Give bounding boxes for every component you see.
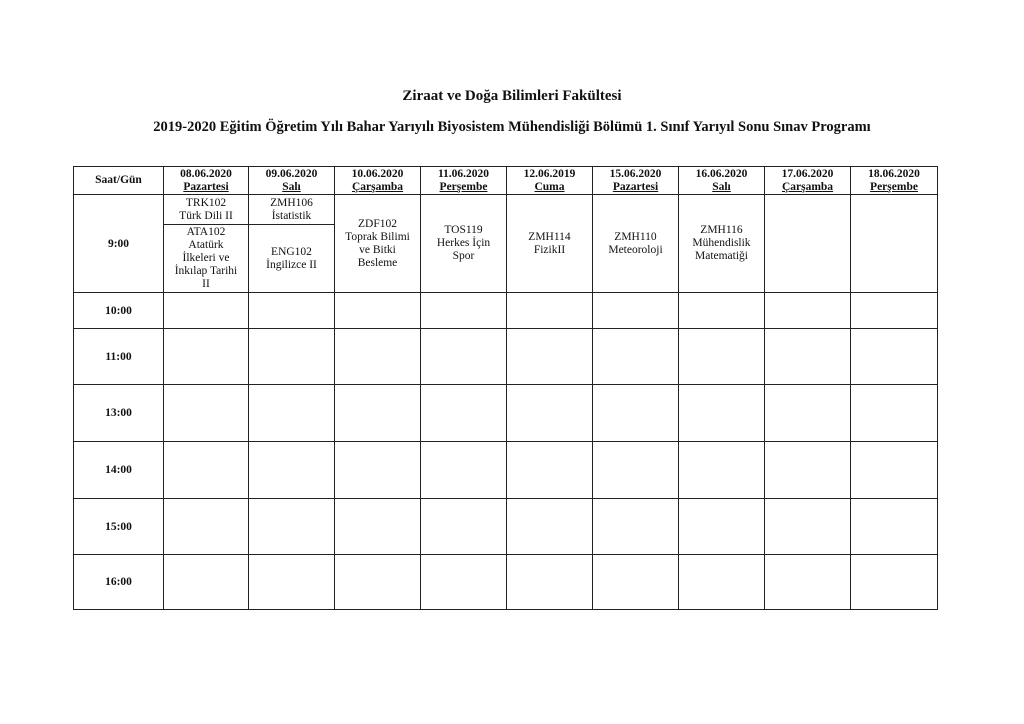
day-date: 15.06.2020	[609, 167, 662, 180]
exam-cell	[679, 329, 765, 385]
exam-cell	[421, 329, 507, 385]
time-row-1100	[74, 329, 938, 385]
course-line: Matematiği	[694, 250, 748, 262]
day-header	[335, 167, 421, 195]
course-line: İlkeleri ve	[182, 252, 230, 264]
exam-cell	[679, 293, 765, 329]
day-header	[765, 167, 851, 195]
exam-cell	[335, 195, 421, 293]
exam-cell	[249, 329, 335, 385]
exam-schedule-table	[73, 166, 938, 610]
course-line: TRK102	[185, 196, 227, 209]
course-line: ZMH114	[528, 230, 571, 243]
exam-cell	[335, 499, 421, 555]
exam-cell	[593, 329, 679, 385]
exam-cell	[851, 385, 938, 442]
course-line: ATA102	[186, 226, 226, 238]
exam-cell	[851, 555, 938, 610]
day-name: Pazartesi	[612, 180, 659, 193]
course-line: FizikII	[533, 243, 566, 256]
exam-cell	[593, 195, 679, 293]
course-line: ZMH110	[614, 230, 657, 243]
course-line: Atatürk	[188, 239, 224, 251]
exam-cell	[164, 442, 249, 499]
course-line: Besleme	[357, 256, 398, 269]
day-date: 18.06.2020	[868, 167, 920, 180]
day-date: 17.06.2020	[781, 167, 834, 180]
time-row-900	[74, 195, 938, 293]
exam-cell	[507, 555, 593, 610]
exam-cell	[335, 442, 421, 499]
day-header	[851, 167, 938, 195]
day-date: 11.06.2020	[437, 167, 490, 180]
day-name: Salı	[282, 180, 301, 193]
exam-cell	[335, 555, 421, 610]
exam-cell	[593, 385, 679, 442]
exam-cell	[507, 442, 593, 499]
header-row	[74, 167, 938, 195]
course-line: Spor	[452, 250, 475, 262]
time-row-1500	[74, 499, 938, 555]
exam-cell	[507, 329, 593, 385]
day-name: Pazartesi	[183, 180, 229, 193]
day-name: Perşembe	[870, 180, 918, 193]
day-header	[164, 167, 249, 195]
corner-header: Saat/Gün	[74, 167, 164, 195]
exam-cell	[507, 499, 593, 555]
exam-cell	[851, 329, 938, 385]
exam-cell	[249, 555, 335, 610]
exam-cell	[421, 555, 507, 610]
exam-cell	[851, 293, 938, 329]
day-name: Salı	[712, 180, 731, 193]
exam-cell	[249, 499, 335, 555]
exam-cell	[164, 385, 249, 442]
day-header	[421, 167, 507, 195]
exam-cell	[765, 499, 851, 555]
exam-cell	[593, 442, 679, 499]
exam-cell	[249, 385, 335, 442]
time-label: 13:00	[74, 385, 164, 442]
exam-cell	[679, 385, 765, 442]
course-line: TOS119	[444, 224, 483, 236]
course-line: ZDF102	[358, 217, 397, 230]
day-date: 16.06.2020	[695, 167, 748, 180]
exam-cell	[851, 499, 938, 555]
exam-cell	[335, 293, 421, 329]
day-name: Perşembe	[439, 180, 488, 193]
exam-cell	[593, 499, 679, 555]
exam-cell	[164, 293, 249, 329]
course-line: Mühendislik	[692, 237, 751, 249]
course-line: İstatistik	[271, 209, 312, 222]
exam-cell	[335, 329, 421, 385]
day-date: 12.06.2019	[523, 167, 576, 180]
time-row-1000	[74, 293, 938, 329]
exam-cell	[421, 385, 507, 442]
day-name: Çarşamba	[351, 180, 404, 193]
faculty-title: Ziraat ve Doğa Bilimleri Fakültesi	[402, 88, 622, 104]
time-label: 16:00	[74, 555, 164, 610]
exam-cell	[335, 385, 421, 442]
course-line: ZMH116	[700, 224, 743, 236]
exam-cell	[765, 385, 851, 442]
exam-cell	[851, 442, 938, 499]
day-header	[679, 167, 765, 195]
time-row-1400	[74, 442, 938, 499]
day-name: Çarşamba	[781, 180, 834, 193]
time-row-1600	[74, 555, 938, 610]
day-name: Cuma	[534, 180, 565, 193]
day-header	[249, 167, 335, 195]
course-line: Meteoroloji	[608, 243, 663, 256]
course-line: II	[202, 278, 210, 290]
exam-cell	[765, 442, 851, 499]
exam-cell	[507, 385, 593, 442]
course-line: Türk Dili II	[179, 209, 233, 222]
exam-cell	[421, 195, 507, 293]
time-label: 10:00	[74, 293, 164, 329]
exam-cell	[164, 329, 249, 385]
exam-cell	[164, 499, 249, 555]
exam-cell	[164, 555, 249, 610]
exam-cell	[249, 195, 335, 293]
exam-cell	[765, 555, 851, 610]
time-label: 9:00	[74, 195, 164, 293]
exam-cell	[679, 555, 765, 610]
exam-cell	[593, 293, 679, 329]
exam-cell	[765, 293, 851, 329]
course-line: ve Bitki	[359, 243, 396, 256]
exam-cell	[679, 499, 765, 555]
day-date: 10.06.2020	[351, 167, 404, 180]
course-line: Herkes İçin	[436, 237, 491, 249]
day-header	[593, 167, 679, 195]
exam-cell	[507, 293, 593, 329]
exam-cell	[679, 195, 765, 293]
exam-cell	[421, 499, 507, 555]
course-line: ZMH106	[270, 196, 313, 209]
exam-cell	[851, 195, 938, 293]
time-label: 11:00	[74, 329, 164, 385]
exam-cell	[765, 329, 851, 385]
exam-cell	[421, 293, 507, 329]
time-label: 15:00	[74, 499, 164, 555]
day-header	[507, 167, 593, 195]
course-line: Toprak Bilimi	[345, 230, 410, 243]
exam-cell	[164, 195, 249, 293]
day-date: 09.06.2020	[265, 167, 318, 180]
time-row-1300	[74, 385, 938, 442]
exam-cell	[679, 442, 765, 499]
program-title: 2019-2020 Eğitim Öğretim Yılı Bahar Yarıyılı Biyosistem Mühendisliği Bölümü 1. Sınıf Yarıyıl Sonu Sınav Programı	[153, 119, 871, 135]
exam-cell	[249, 293, 335, 329]
day-date: 08.06.2020	[180, 167, 232, 180]
exam-cell	[765, 195, 851, 293]
course-line: İnkılap Tarihi	[174, 265, 238, 277]
exam-cell	[249, 442, 335, 499]
course-line: İngilizce II	[266, 258, 317, 271]
exam-cell	[507, 195, 593, 293]
exam-cell	[421, 442, 507, 499]
time-label: 14:00	[74, 442, 164, 499]
course-line: ENG102	[271, 245, 312, 258]
exam-cell	[593, 555, 679, 610]
